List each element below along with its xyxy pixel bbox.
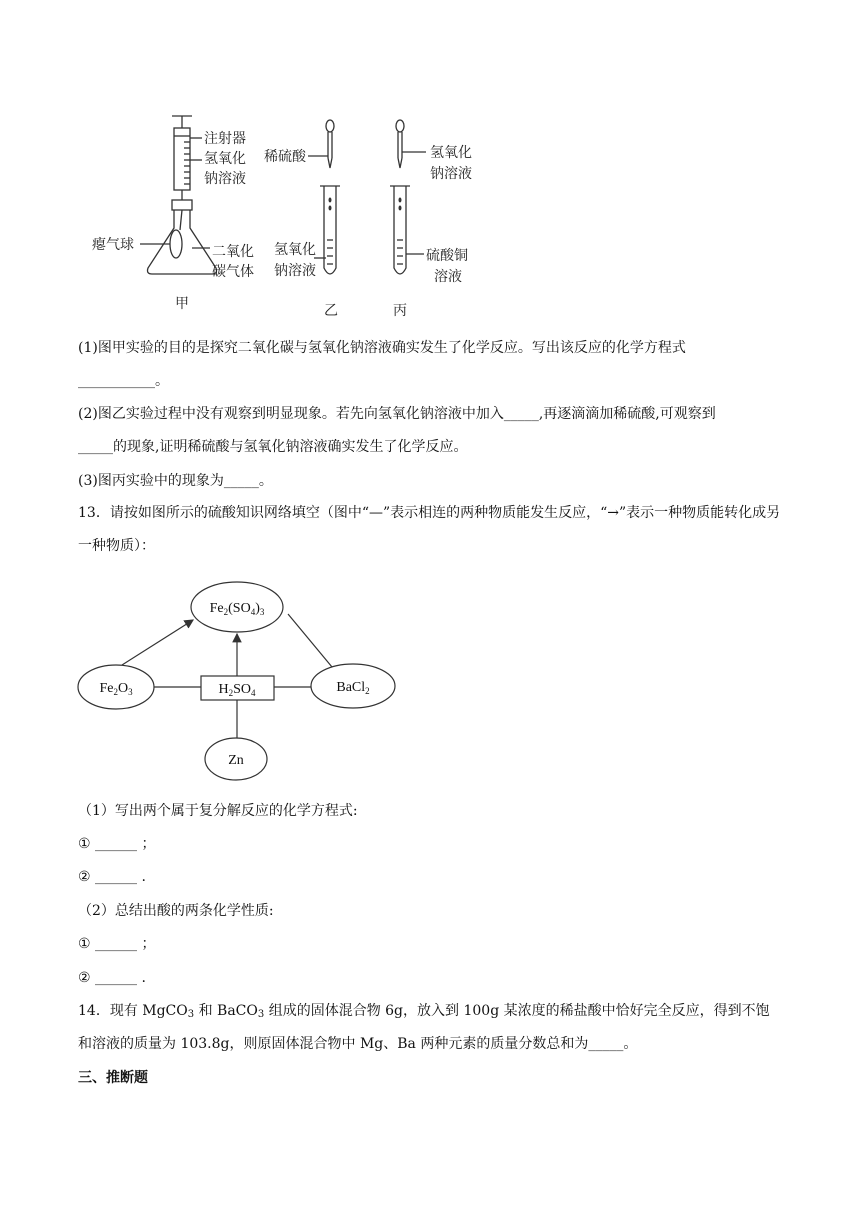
node-fe2o3: $Fe_2O_3$ [99, 681, 133, 697]
label-naoh-drop-1: 氢氧化 [430, 145, 472, 161]
section-heading: 三、推断题 [78, 1070, 148, 1086]
label-cuso4-2: 溶液 [434, 269, 462, 285]
label-naoh-tube-1: 氢氧化 [274, 242, 316, 258]
label-co2-2: 碳气体 [212, 264, 254, 280]
label-naoh-syringe-1: 氢氧化 [204, 151, 246, 167]
q13-sub2: （2）总结出酸的两条化学性质: [78, 903, 274, 919]
q13-answer-b1: ① ______ ； [78, 936, 156, 952]
q12-part2-line2: _____的现象,证明稀硫酸与氢氧化钠溶液确实发生了化学反应。 [78, 439, 468, 455]
caption-jia: 甲 [175, 296, 189, 312]
caption-bing: 丙 [393, 303, 407, 319]
label-naoh-tube-2: 钠溶液 [274, 263, 316, 279]
caption-yi: 乙 [324, 303, 338, 319]
q13-sub1: （1）写出两个属于复分解反应的化学方程式: [78, 803, 358, 819]
node-bacl2: BaCl$_2$ [336, 680, 370, 696]
label-cuso4-1: 硫酸铜 [426, 248, 468, 264]
q12-part1-line1: (1)图甲实验的目的是探究二氧化碳与氢氧化钠溶液确实发生了化学反应。写出该反应的化学方程式 [78, 340, 686, 356]
node-h2so4: $H_2SO_4$ [218, 682, 256, 698]
label-naoh-drop-2: 钠溶液 [430, 166, 472, 182]
sulfuric-acid-network [70, 578, 400, 783]
q12-part1-line2: ___________。 [78, 373, 169, 389]
q13-answer-a2: ② ______ . [78, 869, 146, 885]
q12-part3: (3)图丙实验中的现象为_____。 [78, 473, 273, 489]
label-naoh-syringe-2: 钠溶液 [204, 171, 246, 187]
node-fe2so43: $Fe_2(SO_4)_3$ [209, 601, 265, 617]
q13-answer-b2: ② ______ . [78, 970, 146, 986]
label-co2-1: 二氧化 [212, 244, 254, 260]
q14-text: 14．现有 MgCO$_3$ 和 BaCO$_3$ 组成的固体混合物 6g，放入到 100g 某浓度的稀盐酸中恰好完全反应，得到不饱和溶液的质量为 103.8g，则原固体混合物中 Mg、Ba 两种元素的质量分数总和为_____。 [78, 1003, 770, 1052]
node-zn: Zn [228, 753, 244, 768]
label-syringe: 注射器 [204, 131, 246, 147]
q12-part2-line1: (2)图乙实验过程中没有观察到明显现象。若先向氢氧化钠溶液中加入_____,再逐滴滴加稀硫酸,可观察到 [78, 406, 716, 422]
q13-answer-a1: ① ______ ； [78, 836, 156, 852]
apparatus-figure [80, 108, 500, 323]
label-balloon: 瘪气球 [92, 237, 134, 253]
q13-stem: 13．请按如图所示的硫酸知识网络填空（图中“—”表示相连的两种物质能发生反应，“→”表示一种物质能转化成另一种物质）： [78, 505, 781, 554]
label-acid: 稀硫酸 [264, 149, 306, 165]
